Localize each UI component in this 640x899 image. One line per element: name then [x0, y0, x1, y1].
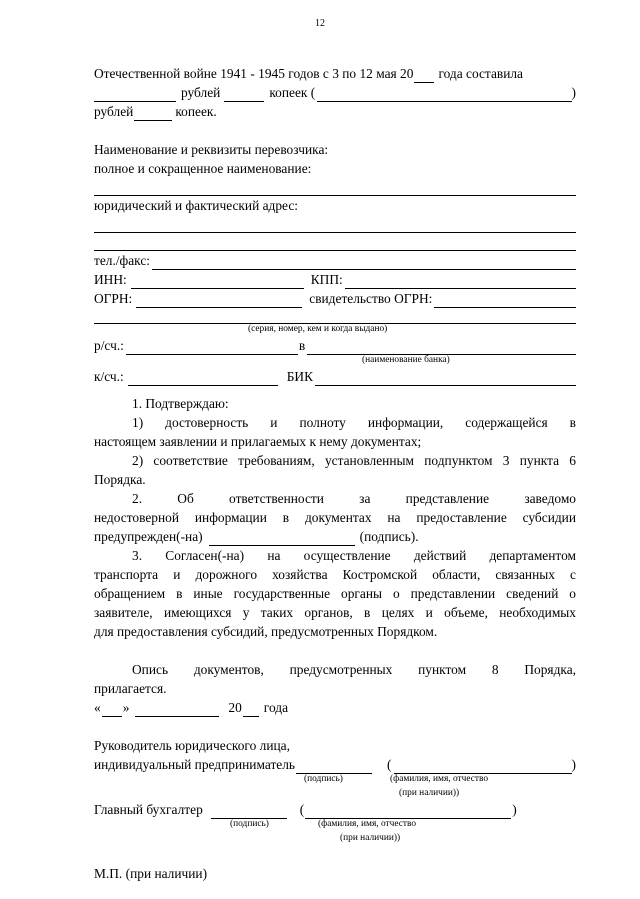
certificate-caption: (серия, номер, кем и когда выдано) — [248, 324, 388, 334]
carrier-heading: Наименование и реквизиты перевозчика: — [94, 142, 329, 157]
confirm-heading: 1. Подтверждаю: — [132, 396, 229, 411]
bik-field[interactable] — [315, 372, 576, 386]
address-field-1[interactable] — [94, 215, 576, 233]
accountant-sign-caption: (подпись) — [230, 819, 269, 829]
bank-caption: (наименование банка) — [362, 355, 450, 365]
rubles-amount-field[interactable] — [94, 88, 176, 102]
head-sign-caption: (подпись) — [304, 774, 343, 784]
form-body: Отечественной войне 1941 - 1945 годов с 3 по 12 мая 20 года составила рублей копеек ( ) рублей копеек. Наименование и реквизиты перевозчика: полное и сокращенное наименование: юридический и фактический адрес: тел./факс: ИНН: КПП: ОГРН: свидетельство ОГРН: (серия, номер, кем и когда выдано) р/сч.: в (наименование банка) к/сч.: БИК 1. Подтверждаю: 1) достоверность и полноту информации, содержащейся в настоящем заявлении и прилагаемых к нему документах; 2) соответствие требованиям, установленным подпунктом 3 пункта 6 Порядка. 2. Об ответственности за представление заведомо недостоверной информации в документах на предоставление субсидии предупрежден(-на) (подпись). 3. Согласен(-на) на осуществление действий департаментом транспорта и дорожного хозяйства Костромской области, связанных с обращением в иные государственные органы о представлении сведений о заявителе, имеющихся у таких органов, в целях и объеме, необходимых для предоставления субсидий, предусмотренных Порядком. Опись документов, предусмотренных пунктом 8 Порядка, прилагается. « » 20 года Руководитель юридического лица, индивидуальный предприниматель ( ) (подпись) (фамилия, имя, отчество (при наличии)) Главный бухгалтер ( ) (подпись) (фамилия, имя, отчество (при наличии)) М.П. (при наличии) — [94, 66, 576, 881]
head-fio-caption-2: (при наличии)) — [399, 788, 460, 798]
phone-field[interactable] — [152, 256, 576, 270]
corr-account-line: к/сч.: БИК — [94, 367, 576, 386]
ogrn-field[interactable] — [136, 294, 302, 308]
head-label: Руководитель юридического лица, — [94, 738, 290, 753]
accountant-fio-field[interactable] — [305, 805, 511, 819]
intro-line-1: Отечественной войне 1941 - 1945 годов с 3 по 12 мая 20 года составила — [94, 66, 523, 81]
kopecks-amount-field[interactable] — [224, 88, 264, 102]
stamp-note: М.П. (при наличии) — [94, 866, 208, 881]
account-line: р/сч.: в — [94, 336, 576, 355]
address-label: юридический и фактический адрес: — [94, 198, 298, 213]
inn-line: ИНН: КПП: — [94, 270, 576, 289]
head-signature-line: индивидуальный предприниматель ( ) — [94, 757, 576, 772]
carrier-name-field[interactable] — [94, 178, 576, 196]
inn-field[interactable] — [131, 275, 304, 289]
phone-line: тел./факс: — [94, 251, 576, 270]
ogrn-line: ОГРН: свидетельство ОГРН: — [94, 289, 576, 308]
confirm-item-2: 2) соответствие требованиям, установленным подпунктом 3 пункта 6 — [132, 453, 576, 468]
day-field[interactable] — [102, 703, 122, 717]
accountant-fio-caption: (фамилия, имя, отчество — [318, 819, 417, 829]
page-number: 12 — [315, 18, 325, 29]
amount-in-words-field[interactable] — [317, 88, 571, 102]
intro-line-2: рублей копеек ( ) — [94, 83, 576, 102]
corr-account-field[interactable] — [128, 372, 278, 386]
accountant-line: Главный бухгалтер ( ) — [94, 802, 517, 817]
confirm-item-1: 1) достоверность и полноту информации, содержащейся в — [132, 415, 576, 430]
accountant-signature-field[interactable] — [211, 805, 287, 819]
responsibility-paragraph: 2. Об ответственности за представление заведомо — [132, 491, 576, 506]
intro-line-3: рублей копеек. — [94, 104, 217, 119]
head-fio-caption: (фамилия, имя, отчество — [390, 774, 489, 784]
account-field[interactable] — [126, 341, 298, 355]
bank-name-field[interactable] — [307, 341, 576, 355]
kopecks-words-field[interactable] — [134, 107, 172, 121]
head-signature-field[interactable] — [296, 760, 372, 774]
certificate-details-field[interactable] — [94, 308, 576, 324]
head-fio-field[interactable] — [394, 760, 572, 774]
consent-paragraph: 3. Согласен(-на) на осуществление действий департаментом — [132, 548, 576, 563]
address-field-2[interactable] — [94, 233, 576, 251]
accountant-fio-caption-2: (при наличии)) — [340, 833, 401, 843]
warned-signature-field[interactable] — [209, 532, 355, 546]
month-field[interactable] — [135, 703, 219, 717]
kpp-field[interactable] — [345, 275, 576, 289]
date-year-field[interactable] — [243, 703, 259, 717]
ogrn-certificate-field[interactable] — [434, 294, 576, 308]
year-field[interactable] — [414, 69, 434, 83]
date-line: « » 20 года — [94, 700, 289, 715]
carrier-name-label: полное и сокращенное наименование: — [94, 161, 312, 176]
inventory-paragraph: Опись документов, предусмотренных пунктом 8 Порядка, — [132, 662, 576, 677]
